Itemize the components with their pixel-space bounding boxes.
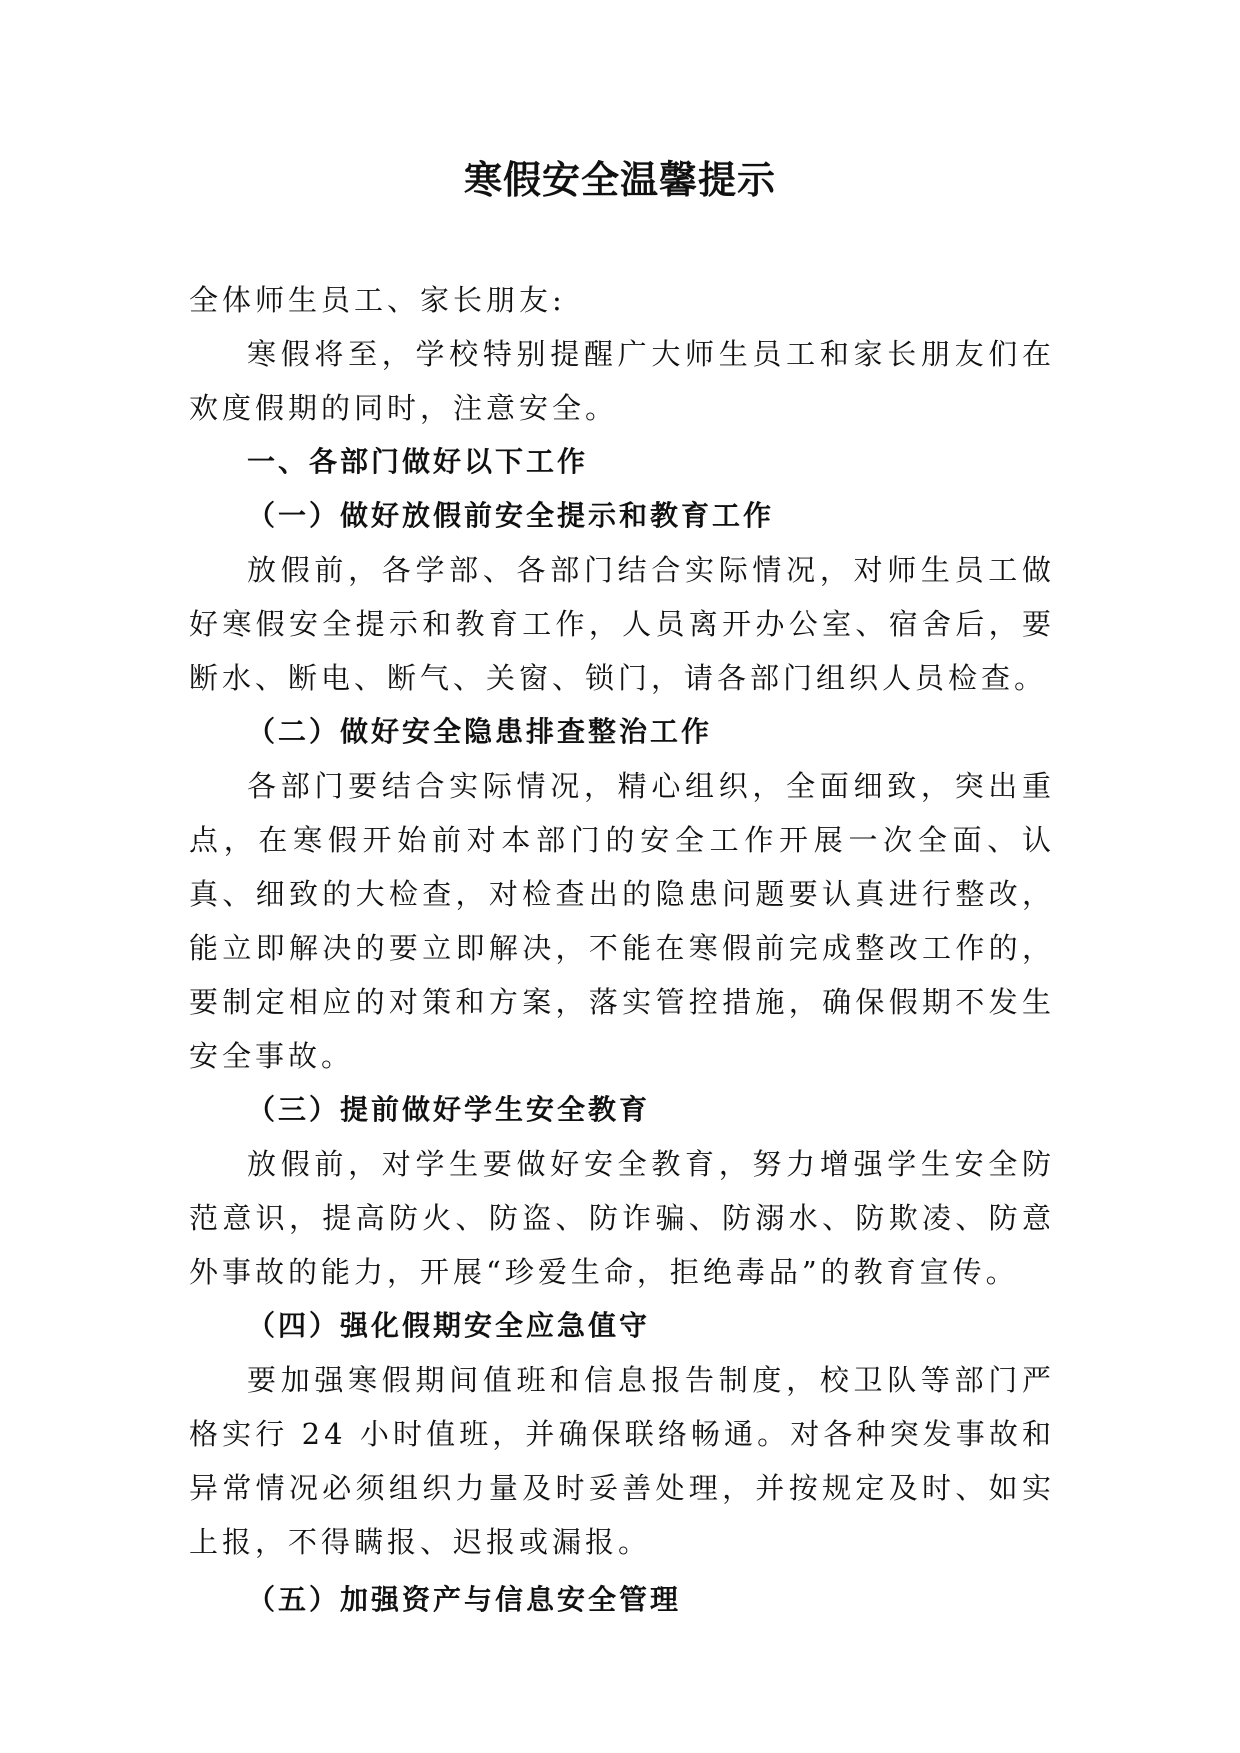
subsection-paragraph-1: 放假前，各学部、各部门结合实际情况，对师生员工做好寒假安全提示和教育工作，人员离开办公室、宿舍后，要断水、断电、断气、关窗、锁门，请各部门组织人员检查。 [189,553,1055,695]
document-body [189,273,1055,1627]
subsection-heading-5: （五）加强资产与信息安全管理 [247,1583,682,1616]
subsection-paragraph-2: 各部门要结合实际情况，精心组织，全面细致，突出重点，在寒假开始前对本部门的安全工作开展一次全面、认真、细致的大检查，对检查出的隐患问题要认真进行整改，能立即解决的要立即解决，不能在寒假前完成整改工作的，要制定相应的对策和方案，落实管控措施，确保假期不发生安全事故。 [189,769,1055,1073]
subsection-heading-4: （四）强化假期安全应急值守 [247,1309,651,1342]
subsection-paragraph-3: 放假前，对学生要做好安全教育，努力增强学生安全防范意识，提高防火、防盗、防诈骗、防溺水、防欺凌、防意外事故的能力，开展“珍爱生命，拒绝毒品”的教育宣传。 [189,1147,1055,1289]
salutation: 全体师生员工、家长朋友: [189,283,566,317]
intro-paragraph: 寒假将至，学校特别提醒广大师生员工和家长朋友们在欢度假期的同时，注意安全。 [189,337,1055,425]
subsection-heading-1: （一）做好放假前安全提示和教育工作 [247,499,775,532]
document-title: 寒假安全温馨提示 [463,158,776,202]
subsection-heading-3: （三）提前做好学生安全教育 [247,1093,651,1126]
subsection-heading-2: （二）做好安全隐患排查整治工作 [247,715,713,748]
section-heading-1: 一、各部门做好以下工作 [247,445,589,478]
subsection-paragraph-4: 要加强寒假期间值班和信息报告制度，校卫队等部门严格实行 24 小时值班，并确保联络畅通。对各种突发事故和异常情况必须组织力量及时妥善处理，并按规定及时、如实上报，不得瞒报、迟报或漏报。 [189,1363,1055,1559]
